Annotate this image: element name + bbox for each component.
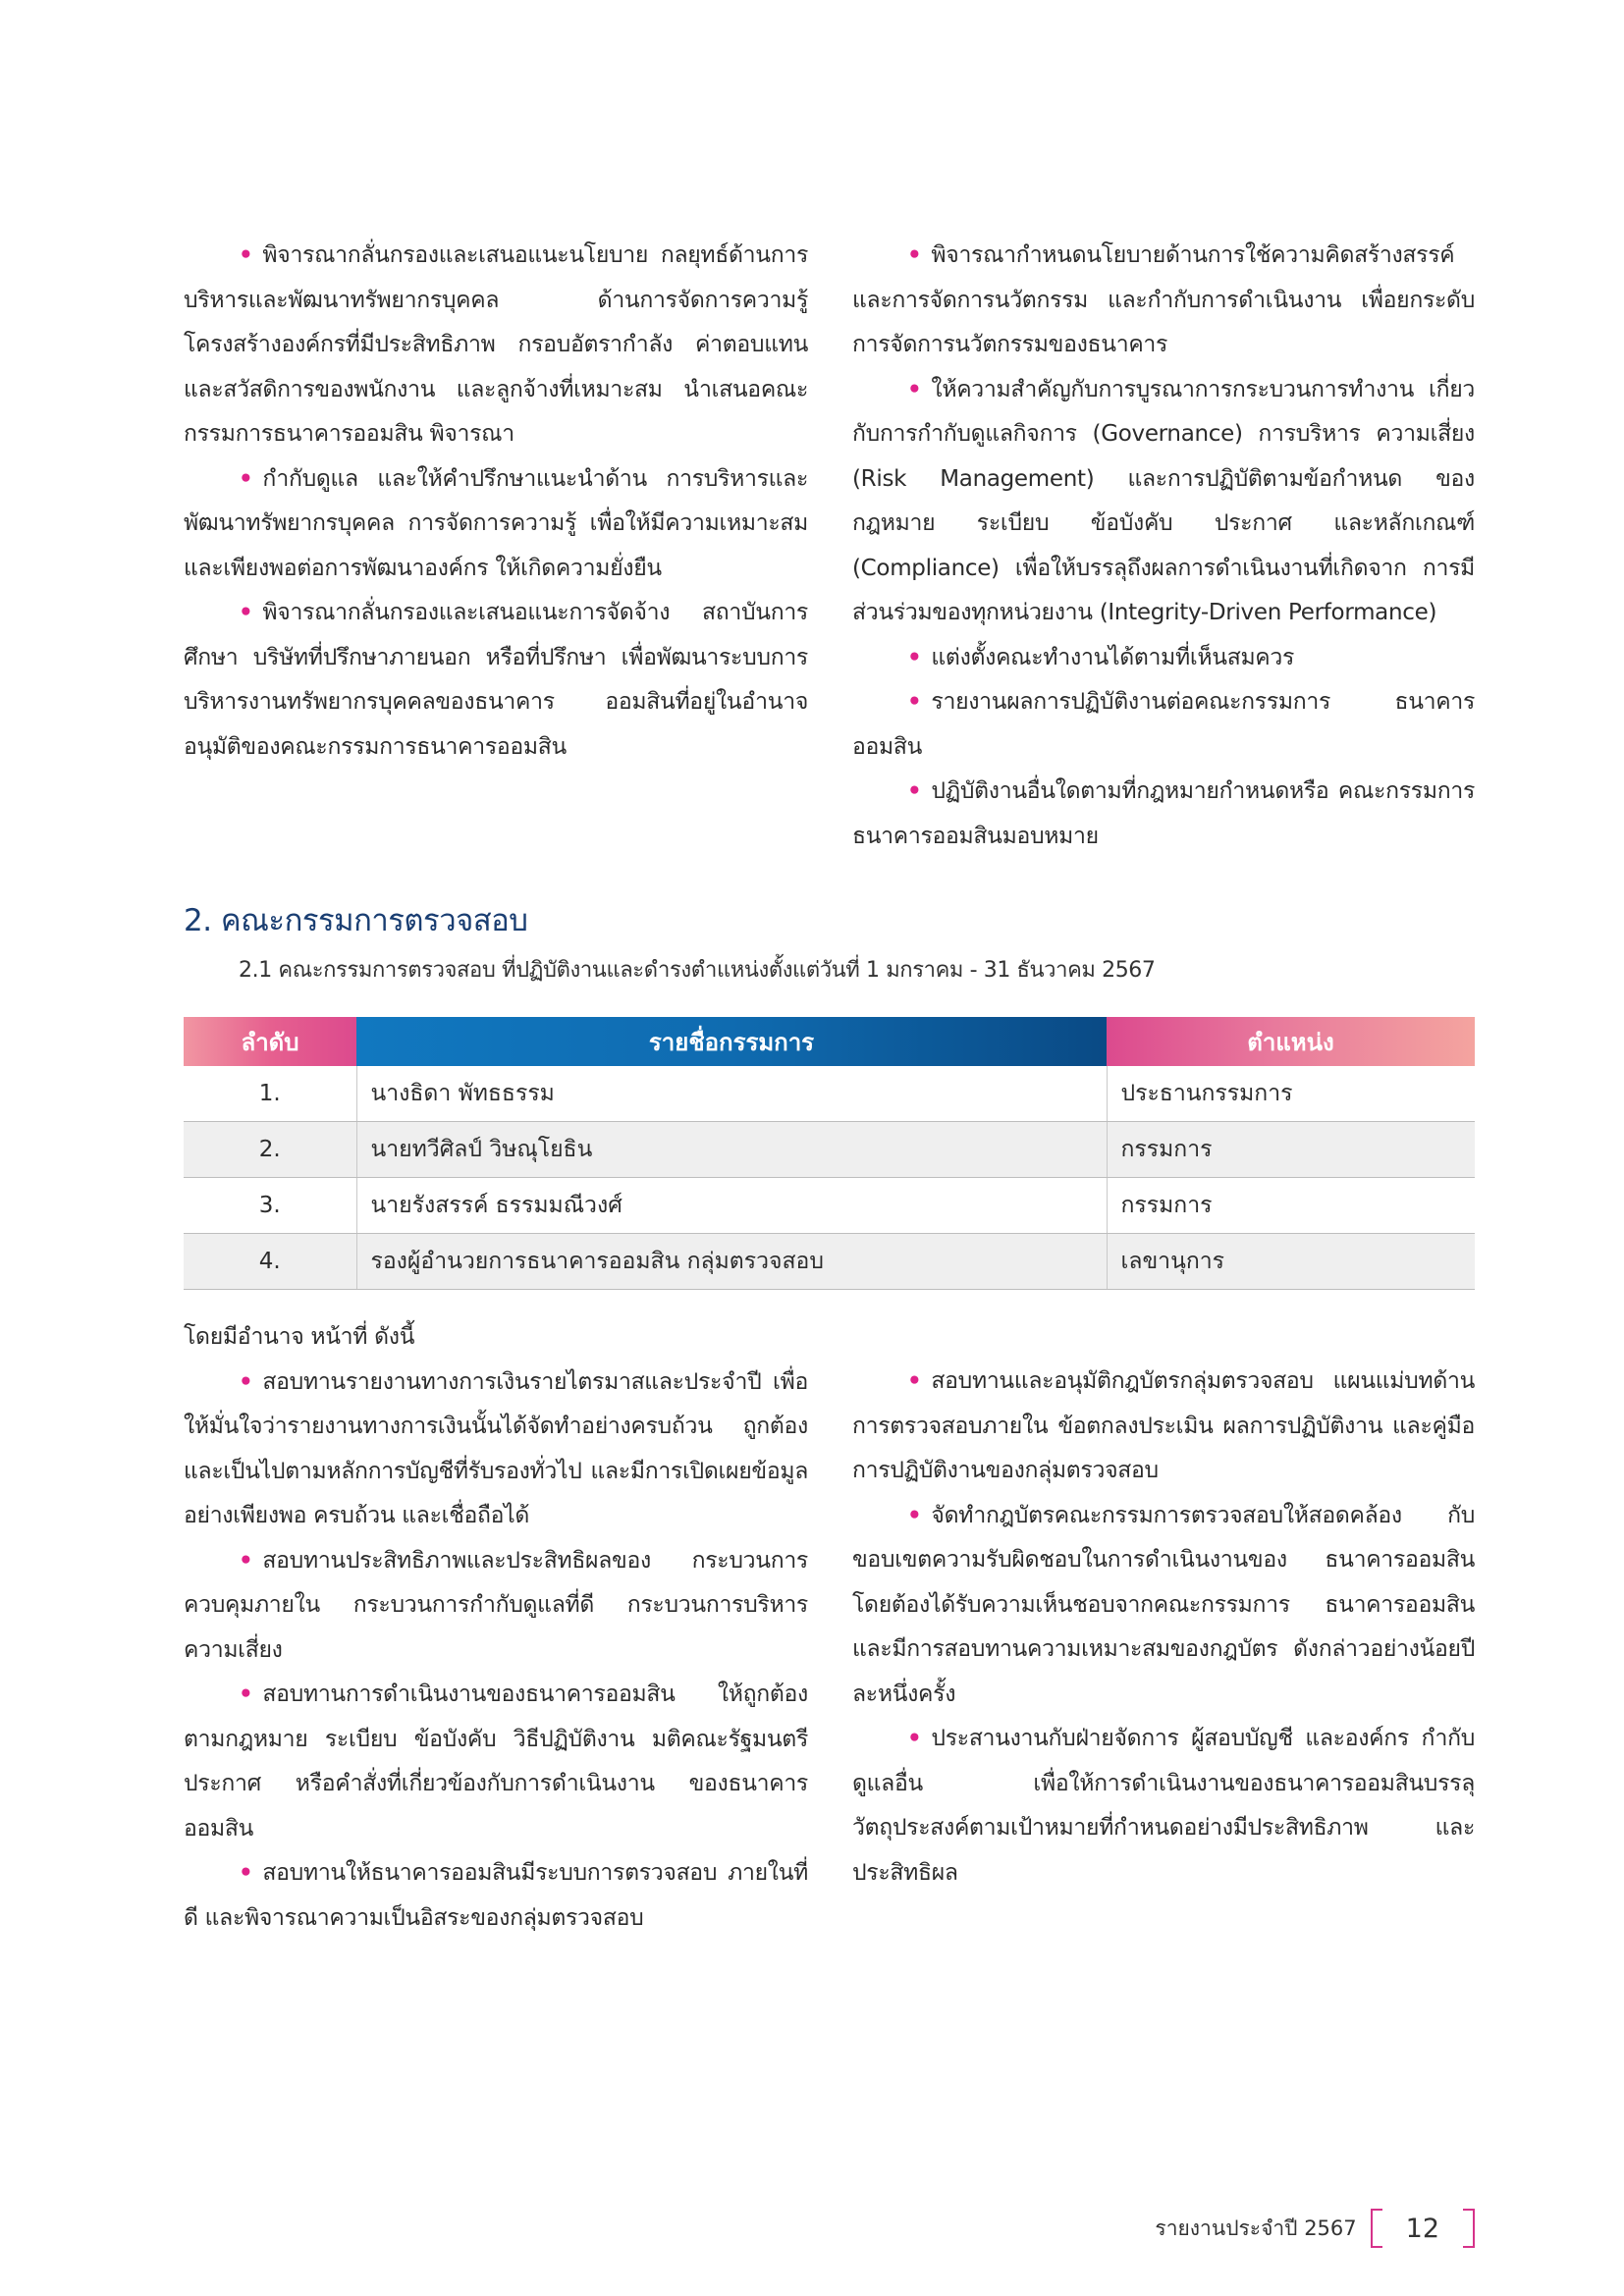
table-row [184,1178,1475,1234]
cell-name: นายทวีศิลป์ วิษณุโยธิน [356,1122,1107,1178]
cell-order: 3. [184,1178,356,1234]
cell-position: ประธานกรรมการ [1107,1066,1475,1122]
bullet-icon: • [239,242,253,268]
bullet-paragraph: • รายงานผลการปฏิบัติงานต่อคณะกรรมการ ธนาคารออมสิน [852,689,1475,760]
bullet-paragraph: • กำกับดูแล และให้คำปรึกษาแนะนำด้าน การบริหารและพัฒนาทรัพยากรบุคคล การจัดการความรู้ เพื่อให้มีความเหมาะสมและเพียงพอต่อการพัฒนาองค์กร ให้เกิดความยั่งยืน [184,465,808,581]
bullet-paragraph: • ปฏิบัติงานอื่นใดตามที่กฎหมายกำหนดหรือ คณะกรรมการธนาคารออมสินมอบหมาย [852,778,1475,849]
bullet-paragraph: • พิจารณากลั่นกรองและเสนอแนะนโยบาย กลยุทธ์ด้านการบริหารและพัฒนาทรัพยากรบุคคล ด้านการจัดการความรู้ โครงสร้างองค์กรที่มีประสิทธิภาพ กรอบอัตรากำลัง ค่าตอบแทน และสวัสดิการของพนักงาน และลูกจ้างที่เหมาะสม นำเสนอคณะกรรมการธนาคารออมสิน พิจารณา [184,242,808,447]
bullet-icon: • [907,644,922,670]
bullet-icon: • [239,1860,253,1886]
bullet-paragraph: • สอบทานการดำเนินงานของธนาคารออมสิน ให้ถูกต้องตามกฎหมาย ระเบียบ ข้อบังคับ วิธีปฏิบัติงาน มติคณะรัฐมนตรี ประกาศ หรือคำสั่งที่เกี่ยวข้องกับการดำเนินงาน ของธนาคารออมสิน [184,1682,808,1842]
table-row [184,1122,1475,1178]
bullet-icon: • [239,600,253,625]
bullet-paragraph: • สอบทานให้ธนาคารออมสินมีระบบการตรวจสอบ ภายในที่ดี และพิจารณาความเป็นอิสระของกลุ่มตรวจสอบ [184,1860,808,1931]
table-header-row [184,1017,1475,1066]
cell-order: 4. [184,1234,356,1290]
bullet-icon: • [907,376,922,402]
table-row [184,1234,1475,1290]
bullet-icon: • [239,465,253,492]
page-footer [1155,2209,1475,2248]
page-number: 12 [1405,2213,1439,2244]
bullet-paragraph: • สอบทานและอนุมัติกฎบัตรกลุ่มตรวจสอบ แผนแม่บทด้านการตรวจสอบภายใน ข้อตกลงประเมิน ผลการปฏิบัติงาน และคู่มือการปฏิบัติงานของกลุ่มตรวจสอบ [852,1368,1475,1483]
report-label: รายงานประจำปี 2567 [1155,2216,1357,2240]
bullet-paragraph: • ประสานงานกับฝ่ายจัดการ ผู้สอบบัญชี และองค์กร กำกับดูแลอื่น เพื่อให้การดำเนินงานของธนาคารออมสินบรรลุ วัตถุประสงค์ตามเป้าหมายที่กำหนดอย่างมีประสิทธิภาพ และประสิทธิผล [852,1726,1475,1886]
section-subtitle: 2.1 คณะกรรมการตรวจสอบ ที่ปฏิบัติงานและดำรงตำแหน่งตั้งแต่วันที่ 1 มกราคม - 31 ธันวาคม 2567 [239,958,1156,983]
bullet-icon: • [239,1547,253,1574]
cell-position: กรรมการ [1107,1122,1475,1178]
top-left-column [184,234,808,770]
bullet-icon: • [907,689,922,715]
right-bracket-icon [1463,2209,1475,2248]
section-title: 2. คณะกรรมการตรวจสอบ [184,903,528,938]
bullet-paragraph: • ให้ความสำคัญกับการบูรณาการกระบวนการทำงาน เกี่ยวกับการกำกับดูแลกิจการ (Governance) การบริหาร ความเสี่ยง (Risk Management) และการปฏิบัติตามข้อกำหนด ของกฎหมาย ระเบียบ ข้อบังคับ ประกาศ และหลักเกณฑ์ (Compliance) เพื่อให้บรรลุถึงผลการดำเนินงานที่เกิดจาก การมีส่วนร่วมของทุกหน่วยงาน (Integrity-Driven Performance) [852,376,1475,625]
cell-position: กรรมการ [1107,1178,1475,1234]
cell-name: นางธิดา พัทธธรรม [356,1066,1107,1122]
bullet-icon: • [907,778,922,804]
cell-position: เลขานุการ [1107,1234,1475,1290]
left-bracket-icon [1371,2209,1382,2248]
bullet-paragraph: • แต่งตั้งคณะทำงานได้ตามที่เห็นสมควร [907,644,1295,670]
bullet-icon: • [239,1368,253,1395]
intro-paragraph: โดยมีอำนาจ หน้าที่ ดังนี้ [184,1324,415,1350]
bullet-paragraph: • สอบทานรายงานทางการเงินรายไตรมาสและประจำปี เพื่อให้มั่นใจว่ารายงานทางการเงินนั้นได้จัดทำอย่างครบถ้วน ถูกต้อง และเป็นไปตามหลักการบัญชีที่รับรองทั่วไป และมีการเปิดเผยข้อมูลอย่างเพียงพอ ครบถ้วน และเชื่อถือได้ [184,1368,808,1528]
cell-order: 1. [184,1066,356,1122]
bullet-icon: • [907,242,922,268]
bullet-paragraph: • พิจารณากลั่นกรองและเสนอแนะการจัดจ้าง สถาบันการศึกษา บริษัทที่ปรึกษาภายนอก หรือที่ปรึกษา เพื่อพัฒนาระบบการบริหารงานทรัพยากรบุคคลของธนาคาร ออมสินที่อยู่ในอำนาจอนุมัติของคณะกรรมการธนาคารออมสิน [184,600,808,760]
bullet-icon: • [239,1682,253,1707]
top-right-column [852,234,1475,859]
audit-committee-table [184,1017,1475,1290]
bullet-paragraph: • สอบทานประสิทธิภาพและประสิทธิผลของ กระบวนการควบคุมภายใน กระบวนการกำกับดูแลที่ดี กระบวนการบริหารความเสี่ยง [184,1547,808,1663]
bullet-paragraph: • พิจารณากำหนดนโยบายด้านการใช้ความคิดสร้างสรรค์ และการจัดการนวัตกรรม และกำกับการดำเนินงาน เพื่อยกระดับการจัดการนวัตกรรมของธนาคาร [852,242,1475,357]
bullet-icon: • [907,1502,922,1528]
bullet-icon: • [907,1368,922,1394]
cell-name: รองผู้อำนวยการธนาคารออมสิน กลุ่มตรวจสอบ [356,1234,1107,1290]
bottom-right-column [852,1360,1475,1896]
bullet-icon: • [907,1726,922,1751]
column-header-name: รายชื่อกรรมการ [356,1017,1107,1066]
cell-order: 2. [184,1122,356,1178]
bottom-left-column [184,1315,808,1941]
cell-name: นายรังสรรค์ ธรรมมณีวงศ์ [356,1178,1107,1234]
column-header-order: ลำดับ [184,1017,356,1066]
bullet-paragraph: • จัดทำกฎบัตรคณะกรรมการตรวจสอบให้สอดคล้อง กับขอบเขตความรับผิดชอบในการดำเนินงานของ ธนาคารออมสิน โดยต้องได้รับความเห็นชอบจากคณะกรรมการ ธนาคารออมสิน และมีการสอบทานความเหมาะสมของกฎบัตร ดังกล่าวอย่างน้อยปีละหนึ่งครั้ง [852,1502,1475,1707]
column-header-position: ตำแหน่ง [1107,1017,1475,1066]
table-row [184,1066,1475,1122]
